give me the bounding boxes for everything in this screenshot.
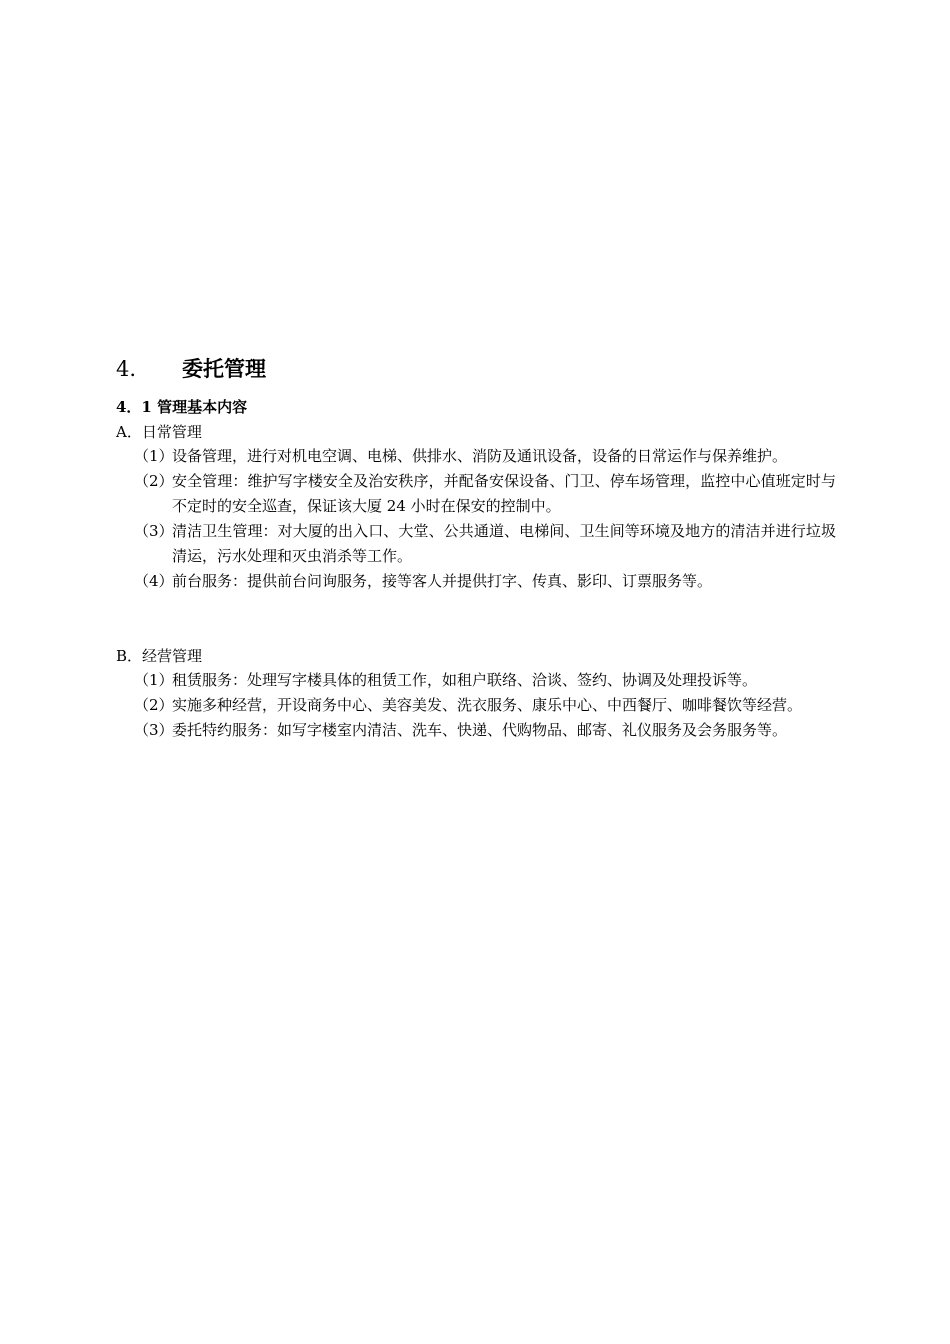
list-item-marker: （1）: [134, 671, 174, 689]
list-item: [116, 718, 836, 743]
list-item-marker: （4）: [134, 572, 174, 590]
chapter-title: 委托管理: [182, 357, 266, 381]
list-item: [116, 569, 836, 594]
list-item: [116, 668, 836, 693]
list-item-text: 清洁卫生管理：对大厦的出入口、大堂、公共通道、电梯间、卫生间等环境及地方的清洁并进行垃圾清运，污水处理和灭虫消杀等工作。: [172, 522, 836, 565]
list-item-text: 安全管理：维护写字楼安全及治安秩序，并配备安保设备、门卫、停车场管理，监控中心值班定时与不定时的安全巡查，保证该大厦 24 小时在保安的控制中。: [172, 472, 836, 515]
list-item: [116, 444, 836, 469]
chapter-heading: [116, 354, 266, 384]
list-item: [116, 693, 836, 718]
list-item-text: 设备管理，进行对机电空调、电梯、供排水、消防及通讯设备，设备的日常运作与保养维护。: [172, 447, 788, 465]
operation-management-heading: B．经营管理: [116, 647, 203, 665]
list-item-marker: （1）: [134, 447, 174, 465]
section-title: 4．1 管理基本内容: [116, 398, 248, 416]
list-item-text: 实施多种经营，开设商务中心、美容美发、洗衣服务、康乐中心、中西餐厅、咖啡餐饮等经营。: [172, 696, 803, 714]
list-item-marker: （3）: [134, 721, 174, 739]
list-item-text: 前台服务：提供前台问询服务，接等客人并提供打字、传真、影印、订票服务等。: [172, 572, 713, 590]
list-item-text: 租赁服务：处理写字楼具体的租赁工作，如租户联络、洽谈、签约、协调及处理投诉等。: [172, 671, 758, 689]
daily-management-heading: A．日常管理: [116, 423, 202, 441]
list-item: [116, 519, 836, 569]
operation-management-block: [116, 644, 836, 743]
list-item-text: 委托特约服务：如写字楼室内清洁、洗车、快递、代购物品、邮寄、礼仪服务及会务服务等。: [172, 721, 788, 739]
list-item-marker: （2）: [134, 696, 174, 714]
list-item-marker: （2）: [134, 472, 174, 490]
chapter-number: 4.: [116, 357, 137, 381]
list-item-marker: （3）: [134, 522, 174, 540]
list-item: [116, 469, 836, 519]
daily-management-block: [116, 420, 836, 594]
